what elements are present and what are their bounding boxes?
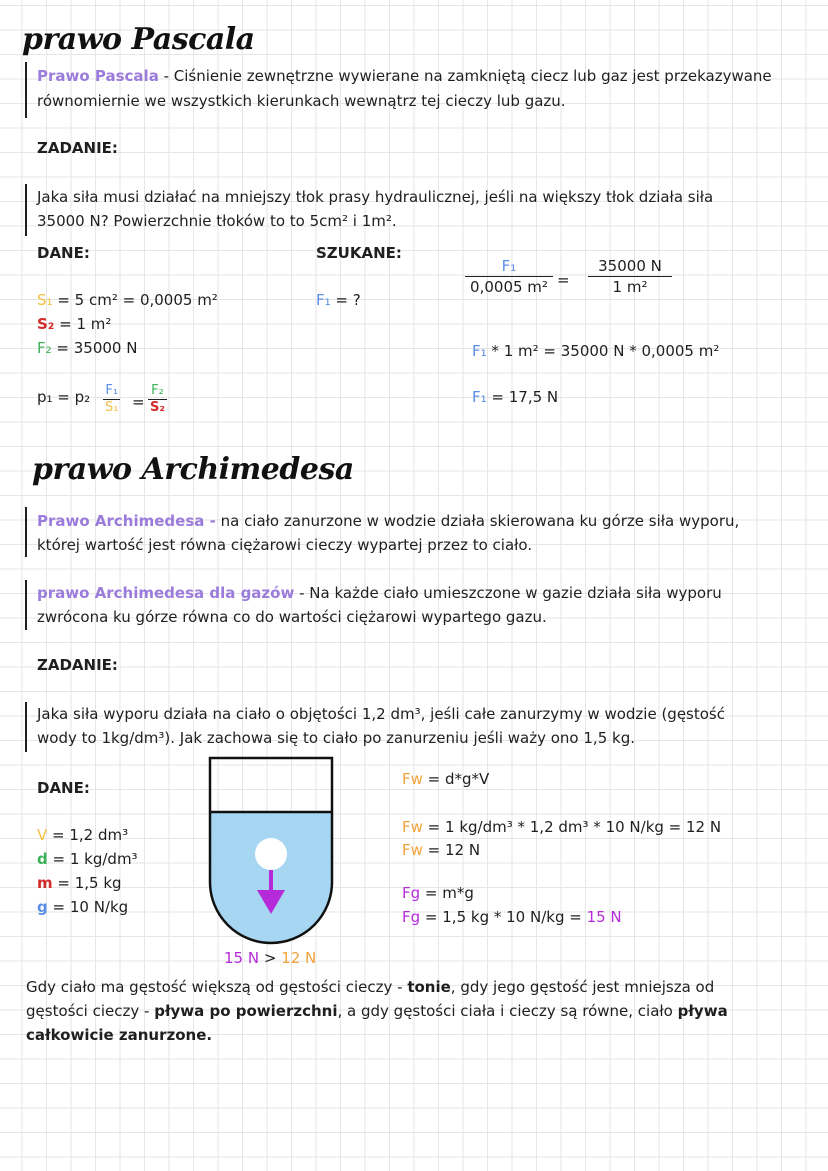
vessel-illustration [205, 756, 337, 952]
archimedes-given-g: g = 10 N/kg [37, 898, 129, 916]
pascal-solution-fraction1: F₁ 0,0005 m² [465, 256, 553, 297]
submerged-body [255, 838, 287, 870]
archimedes-given-d: d = 1 kg/dm³ [37, 850, 138, 868]
archimedes-task-line1: Jaka siła wyporu działa na ciało o objętości 1,2 dm³, jeśli całe zanurzymy w wodzie (gęstość [37, 705, 725, 723]
pascal-title: prawo Pascala [22, 22, 255, 57]
conclusion-line2: gęstości cieczy - pływa po powierzchni, a gdy gęstości ciała i cieczy są równe, ciało pływa [26, 1002, 728, 1020]
archimedes-definition-bar [25, 507, 27, 557]
pascal-definition-term: Prawo Pascala [37, 67, 159, 85]
pascal-definition-bar [25, 62, 27, 118]
pascal-definition-line2: równomiernie we wszystkich kierunkach wewnątrz tej cieczy lub gazu. [37, 92, 566, 110]
pascal-sought-f1: F₁ = ? [316, 291, 361, 309]
archimedes-task-header: ZADANIE: [37, 656, 118, 674]
pascal-task-line1: Jaka siła musi działać na mniejszy tłok prasy hydraulicznej, jeśli na większy tłok działa siła [37, 188, 714, 206]
archimedes-title: prawo Archimedesa [32, 452, 354, 487]
pascal-definition-line1: Prawo Pascala - Ciśnienie zewnętrzne wywierane na zamkniętą ciecz lub gaz jest przekazywane [37, 67, 772, 85]
pascal-given-s1: S₁ = 5 cm² = 0,0005 m² [37, 291, 218, 309]
pascal-fraction-left: $\frac{\text{F₁}}{\text{S₁}}$ [105, 383, 119, 415]
pascal-szukane-header: SZUKANE: [316, 244, 402, 262]
archimedes-given-v: V = 1,2 dm³ [37, 826, 129, 844]
pascal-solution-equals: = [557, 271, 570, 289]
conclusion-line3: całkowicie zanurzone. [26, 1026, 213, 1044]
pascal-task-header: ZADANIE: [37, 139, 118, 157]
pascal-given-f2: F₂ = 35000 N [37, 339, 138, 357]
fw-formula: Fw = d*g*V [402, 770, 490, 788]
archimedes-given-m: m = 1,5 kg [37, 874, 122, 892]
pascal-pressure-equality: p₁ = p₂ [37, 388, 91, 406]
conclusion-line1: Gdy ciało ma gęstość większą od gęstości cieczy - tonie, gdy jego gęstość jest mniejsza od [26, 978, 715, 996]
archimedes-gas-line1: prawo Archimedesa dla gazów - Na każde ciało umieszczone w gazie działa siła wyporu [37, 584, 722, 602]
pascal-solution-fraction2: 35000 N 1 m² [588, 256, 672, 297]
force-comparison: 15 N > 12 N [224, 949, 317, 967]
pascal-given-s2: S₂ = 1 m² [37, 315, 112, 333]
pascal-solution-line2: F₁ * 1 m² = 35000 N * 0,0005 m² [472, 342, 720, 360]
archimedes-dane-header: DANE: [37, 779, 90, 797]
archimedes-task-bar [25, 702, 27, 752]
fg-calculation: Fg = 1,5 kg * 10 N/kg = 15 N [402, 908, 622, 926]
archimedes-task-line2: wody to 1kg/dm³). Jak zachowa się to ciało po zanurzeniu jeśli waży ono 1,5 kg. [37, 729, 635, 747]
fw-result: Fw = 12 N [402, 841, 481, 859]
pascal-task-line2: 35000 N? Powierzchnie tłoków to to 5cm² i 1m². [37, 212, 397, 230]
archimedes-gas-line2: zwrócona ku górze równa co do wartości ciężarowi wypartego gazu. [37, 608, 547, 626]
archimedes-definition-line1: Prawo Archimedesa - na ciało zanurzone w wodzie działa skierowana ku górze siła wyporu, [37, 512, 740, 530]
archimedes-gas-term: prawo Archimedesa dla gazów [37, 584, 295, 602]
archimedes-definition-line2: której wartość jest równa ciężarowi cieczy wypartej przez to ciało. [37, 536, 533, 554]
archimedes-gas-bar [25, 580, 27, 630]
pascal-task-bar [25, 184, 27, 236]
pascal-fraction-right: $\frac{\text{F₂}}{\text{S₂}}$ [150, 383, 166, 415]
fw-calculation: Fw = 1 kg/dm³ * 1,2 dm³ * 10 N/kg = 12 N [402, 818, 722, 836]
fg-formula: Fg = m*g [402, 884, 474, 902]
pascal-solution-result: F₁ = 17,5 N [472, 388, 559, 406]
pascal-dane-header: DANE: [37, 244, 90, 262]
archimedes-definition-term: Prawo Archimedesa - [37, 512, 216, 530]
pascal-fraction-equals: = [132, 393, 145, 411]
